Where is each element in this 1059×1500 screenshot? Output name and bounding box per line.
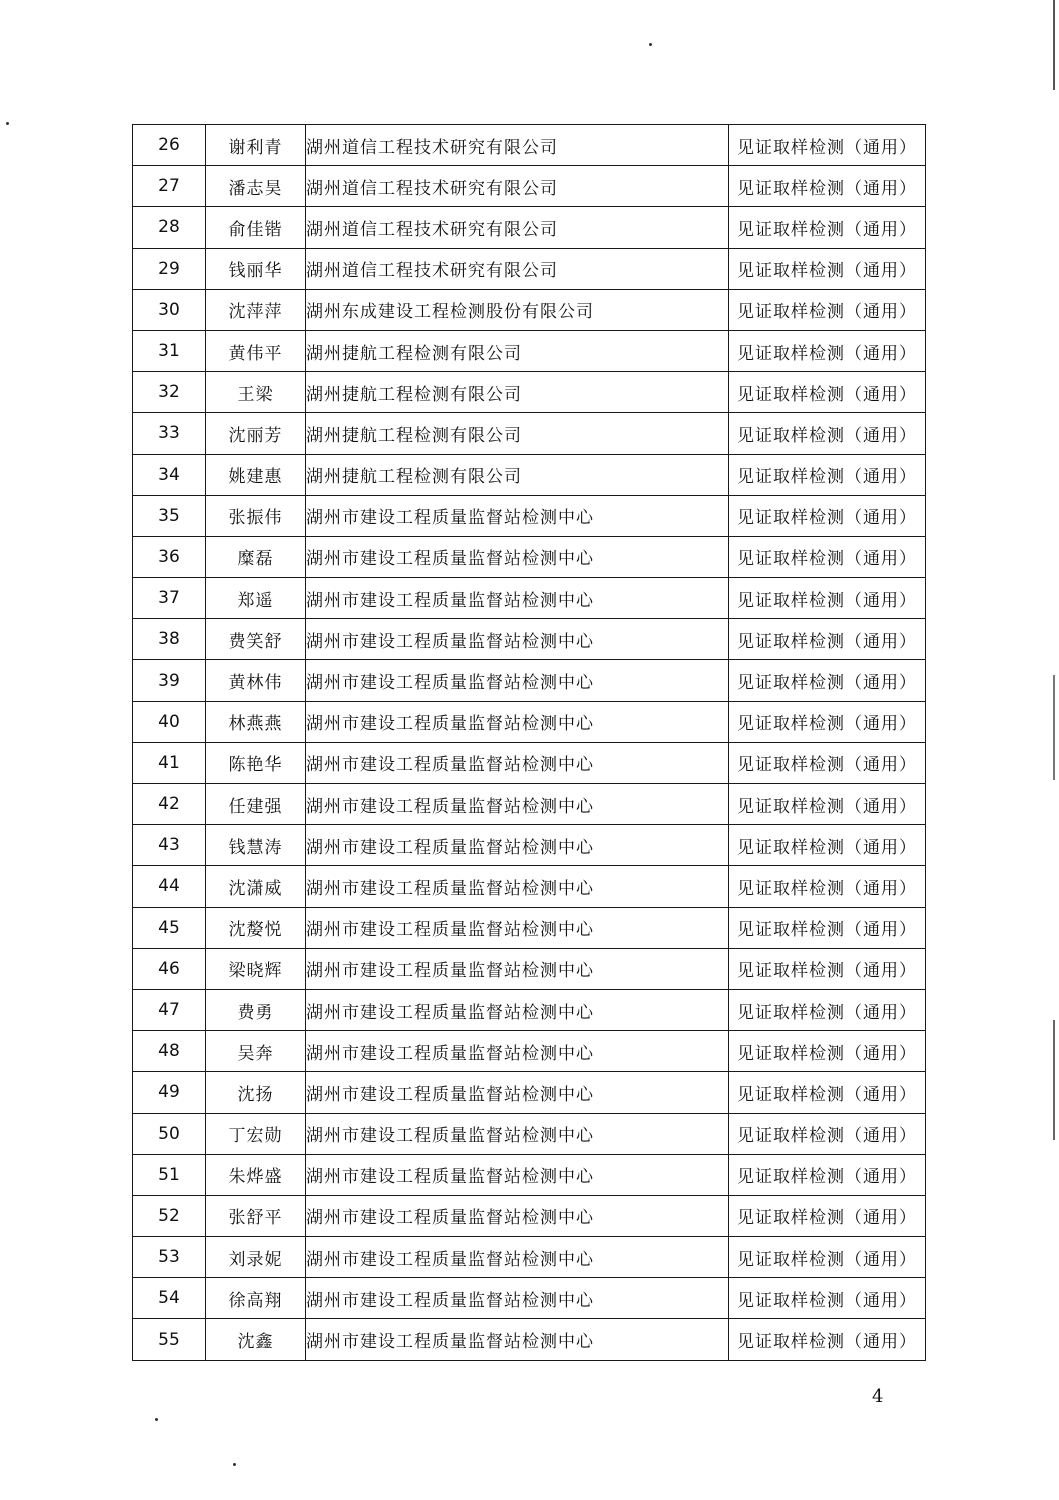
qualification-type: 见证取样检测（通用）	[729, 1031, 926, 1072]
table-row	[133, 536, 926, 577]
person-name: 沈萍萍	[206, 289, 306, 330]
qualification-type: 见证取样检测（通用）	[729, 1319, 926, 1360]
organization-name: 湖州市建设工程质量监督站检测中心	[306, 495, 729, 536]
person-name: 沈扬	[206, 1072, 306, 1113]
table-row	[133, 495, 926, 536]
row-number: 34	[133, 454, 206, 495]
table-row	[133, 1154, 926, 1195]
row-number: 31	[133, 330, 206, 371]
personnel-table	[132, 124, 926, 1361]
table-row	[133, 742, 926, 783]
organization-name: 湖州市建设工程质量监督站检测中心	[306, 907, 729, 948]
table-row	[133, 1237, 926, 1278]
person-name: 费勇	[206, 989, 306, 1030]
organization-name: 湖州市建设工程质量监督站检测中心	[306, 989, 729, 1030]
person-name: 林燕燕	[206, 701, 306, 742]
row-number: 30	[133, 289, 206, 330]
row-number: 38	[133, 619, 206, 660]
table-row	[133, 1031, 926, 1072]
table-row	[133, 701, 926, 742]
table-row	[133, 330, 926, 371]
row-number: 36	[133, 536, 206, 577]
table-row	[133, 825, 926, 866]
qualification-type: 见证取样检测（通用）	[729, 1278, 926, 1319]
person-name: 费笑舒	[206, 619, 306, 660]
organization-name: 湖州市建设工程质量监督站检测中心	[306, 742, 729, 783]
organization-name: 湖州市建设工程质量监督站检测中心	[306, 1113, 729, 1154]
row-number: 50	[133, 1113, 206, 1154]
row-number: 40	[133, 701, 206, 742]
person-name: 刘录妮	[206, 1237, 306, 1278]
qualification-type: 见证取样检测（通用）	[729, 742, 926, 783]
table-row	[133, 1195, 926, 1236]
qualification-type: 见证取样检测（通用）	[729, 1195, 926, 1236]
person-name: 吴奔	[206, 1031, 306, 1072]
organization-name: 湖州市建设工程质量监督站检测中心	[306, 825, 729, 866]
row-number: 44	[133, 866, 206, 907]
scan-speck	[155, 1418, 158, 1421]
person-name: 任建强	[206, 784, 306, 825]
row-number: 43	[133, 825, 206, 866]
personnel-table-body	[133, 125, 926, 1361]
qualification-type: 见证取样检测（通用）	[729, 330, 926, 371]
table-row	[133, 784, 926, 825]
table-row	[133, 1278, 926, 1319]
organization-name: 湖州市建设工程质量监督站检测中心	[306, 1154, 729, 1195]
person-name: 徐高翔	[206, 1278, 306, 1319]
qualification-type: 见证取样检测（通用）	[729, 989, 926, 1030]
row-number: 35	[133, 495, 206, 536]
organization-name: 湖州道信工程技术研究有限公司	[306, 166, 729, 207]
row-number: 29	[133, 248, 206, 289]
person-name: 郑遥	[206, 578, 306, 619]
scan-speck	[649, 43, 652, 46]
table-row	[133, 989, 926, 1030]
row-number: 53	[133, 1237, 206, 1278]
qualification-type: 见证取样检测（通用）	[729, 907, 926, 948]
organization-name: 湖州市建设工程质量监督站检测中心	[306, 619, 729, 660]
qualification-type: 见证取样检测（通用）	[729, 1237, 926, 1278]
row-number: 51	[133, 1154, 206, 1195]
person-name: 陈艳华	[206, 742, 306, 783]
qualification-type: 见证取样检测（通用）	[729, 578, 926, 619]
qualification-type: 见证取样检测（通用）	[729, 660, 926, 701]
qualification-type: 见证取样检测（通用）	[729, 248, 926, 289]
table-row	[133, 1072, 926, 1113]
qualification-type: 见证取样检测（通用）	[729, 866, 926, 907]
person-name: 潘志昊	[206, 166, 306, 207]
row-number: 48	[133, 1031, 206, 1072]
person-name: 姚建惠	[206, 454, 306, 495]
person-name: 钱丽华	[206, 248, 306, 289]
qualification-type: 见证取样检测（通用）	[729, 454, 926, 495]
table-row	[133, 207, 926, 248]
row-number: 46	[133, 948, 206, 989]
organization-name: 湖州市建设工程质量监督站检测中心	[306, 1237, 729, 1278]
scan-edge	[1053, 0, 1055, 1500]
table-row	[133, 1113, 926, 1154]
organization-name: 湖州捷航工程检测有限公司	[306, 372, 729, 413]
person-name: 黄林伟	[206, 660, 306, 701]
page-number: 4	[872, 1386, 884, 1407]
organization-name: 湖州道信工程技术研究有限公司	[306, 248, 729, 289]
table-row	[133, 619, 926, 660]
row-number: 39	[133, 660, 206, 701]
organization-name: 湖州市建设工程质量监督站检测中心	[306, 784, 729, 825]
organization-name: 湖州东成建设工程检测股份有限公司	[306, 289, 729, 330]
table-row	[133, 289, 926, 330]
organization-name: 湖州市建设工程质量监督站检测中心	[306, 1195, 729, 1236]
qualification-type: 见证取样检测（通用）	[729, 1072, 926, 1113]
table-row	[133, 166, 926, 207]
table-row	[133, 125, 926, 166]
organization-name: 湖州市建设工程质量监督站检测中心	[306, 866, 729, 907]
qualification-type: 见证取样检测（通用）	[729, 413, 926, 454]
organization-name: 湖州市建设工程质量监督站检测中心	[306, 948, 729, 989]
organization-name: 湖州市建设工程质量监督站检测中心	[306, 578, 729, 619]
organization-name: 湖州市建设工程质量监督站检测中心	[306, 536, 729, 577]
table-row	[133, 1319, 926, 1360]
row-number: 47	[133, 989, 206, 1030]
organization-name: 湖州市建设工程质量监督站检测中心	[306, 1031, 729, 1072]
qualification-type: 见证取样检测（通用）	[729, 784, 926, 825]
qualification-type: 见证取样检测（通用）	[729, 825, 926, 866]
scan-speck	[6, 122, 9, 125]
person-name: 糜磊	[206, 536, 306, 577]
person-name: 钱慧涛	[206, 825, 306, 866]
person-name: 沈潇威	[206, 866, 306, 907]
person-name: 沈嫠悦	[206, 907, 306, 948]
organization-name: 湖州道信工程技术研究有限公司	[306, 125, 729, 166]
qualification-type: 见证取样检测（通用）	[729, 289, 926, 330]
table-row	[133, 578, 926, 619]
scan-speck	[233, 1463, 236, 1466]
row-number: 37	[133, 578, 206, 619]
row-number: 49	[133, 1072, 206, 1113]
row-number: 52	[133, 1195, 206, 1236]
qualification-type: 见证取样检测（通用）	[729, 1113, 926, 1154]
qualification-type: 见证取样检测（通用）	[729, 701, 926, 742]
qualification-type: 见证取样检测（通用）	[729, 207, 926, 248]
person-name: 沈丽芳	[206, 413, 306, 454]
qualification-type: 见证取样检测（通用）	[729, 536, 926, 577]
organization-name: 湖州市建设工程质量监督站检测中心	[306, 1319, 729, 1360]
row-number: 54	[133, 1278, 206, 1319]
person-name: 朱烨盛	[206, 1154, 306, 1195]
organization-name: 湖州道信工程技术研究有限公司	[306, 207, 729, 248]
table-row	[133, 454, 926, 495]
qualification-type: 见证取样检测（通用）	[729, 166, 926, 207]
qualification-type: 见证取样检测（通用）	[729, 619, 926, 660]
person-name: 沈鑫	[206, 1319, 306, 1360]
table-row	[133, 248, 926, 289]
qualification-type: 见证取样检测（通用）	[729, 948, 926, 989]
qualification-type: 见证取样检测（通用）	[729, 125, 926, 166]
organization-name: 湖州捷航工程检测有限公司	[306, 454, 729, 495]
row-number: 42	[133, 784, 206, 825]
table-row	[133, 372, 926, 413]
person-name: 王梁	[206, 372, 306, 413]
row-number: 55	[133, 1319, 206, 1360]
person-name: 梁晓辉	[206, 948, 306, 989]
organization-name: 湖州捷航工程检测有限公司	[306, 330, 729, 371]
organization-name: 湖州市建设工程质量监督站检测中心	[306, 1278, 729, 1319]
qualification-type: 见证取样检测（通用）	[729, 372, 926, 413]
row-number: 33	[133, 413, 206, 454]
person-name: 谢利青	[206, 125, 306, 166]
row-number: 32	[133, 372, 206, 413]
table-row	[133, 907, 926, 948]
table-row	[133, 660, 926, 701]
person-name: 黄伟平	[206, 330, 306, 371]
person-name: 张舒平	[206, 1195, 306, 1236]
qualification-type: 见证取样检测（通用）	[729, 495, 926, 536]
organization-name: 湖州捷航工程检测有限公司	[306, 413, 729, 454]
person-name: 张振伟	[206, 495, 306, 536]
row-number: 45	[133, 907, 206, 948]
row-number: 27	[133, 166, 206, 207]
table-row	[133, 948, 926, 989]
table-row	[133, 413, 926, 454]
table-row	[133, 866, 926, 907]
qualification-type: 见证取样检测（通用）	[729, 1154, 926, 1195]
person-name: 丁宏勋	[206, 1113, 306, 1154]
organization-name: 湖州市建设工程质量监督站检测中心	[306, 701, 729, 742]
organization-name: 湖州市建设工程质量监督站检测中心	[306, 660, 729, 701]
organization-name: 湖州市建设工程质量监督站检测中心	[306, 1072, 729, 1113]
row-number: 41	[133, 742, 206, 783]
person-name: 俞佳锴	[206, 207, 306, 248]
row-number: 26	[133, 125, 206, 166]
row-number: 28	[133, 207, 206, 248]
